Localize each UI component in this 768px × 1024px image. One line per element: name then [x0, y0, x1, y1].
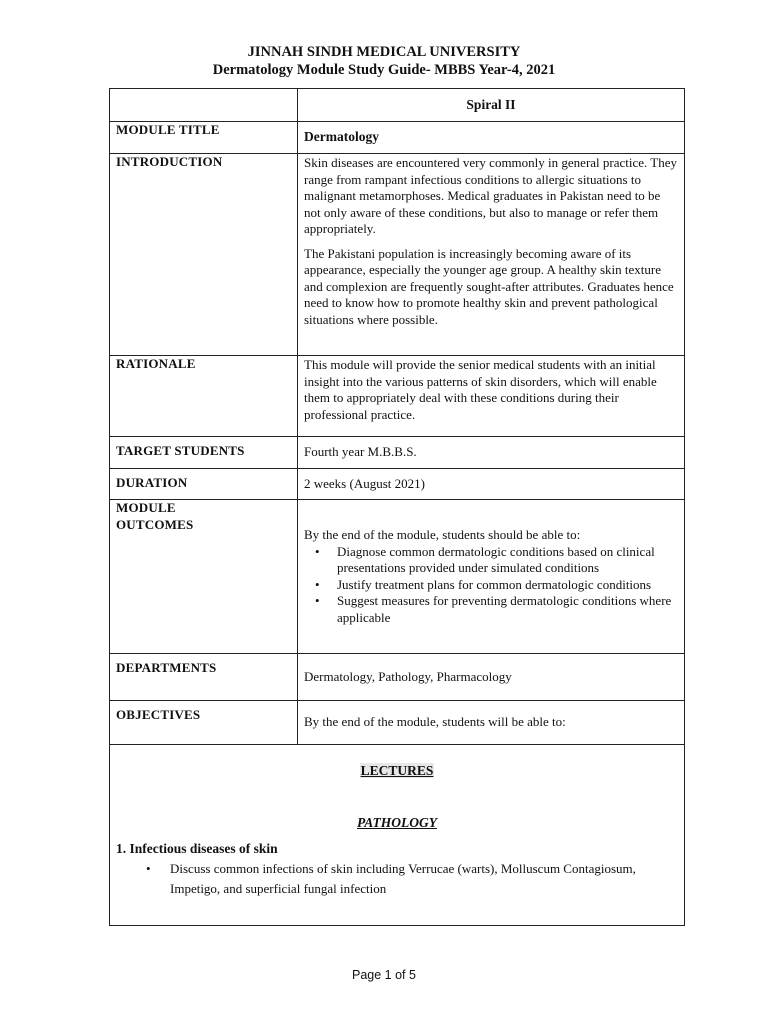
- module-table: [109, 88, 685, 926]
- table-row-module-title: [110, 122, 685, 154]
- table-row-spiral: [110, 89, 685, 122]
- module-outcomes-intro: By the end of the module, students should be able to:: [304, 527, 581, 542]
- module-outcomes-label-line2: OUTCOMES: [116, 516, 194, 532]
- rationale-value: This module will provide the senior medical students with an initial insight into the various patterns of skin disorders, which will enable them to appropriately deal with these conditions during their professional practice.: [298, 356, 685, 437]
- list-item: • Suggest measures for preventing dermatologic conditions where applicable: [337, 593, 678, 626]
- table-row-objectives: [110, 701, 685, 745]
- introduction-paragraph-2: The Pakistani population is increasingly becoming aware of its appearance, especially the younger age group. A healthy skin texture and complexion are frequently sought-after attributes. Graduates hence need to know how to promote healthy skin and prevent pathological situations where possible.: [304, 245, 674, 327]
- departments-value: Dermatology, Pathology, Pharmacology: [298, 654, 685, 701]
- rationale-label: RATIONALE: [110, 356, 298, 437]
- table-row-lectures: [110, 745, 685, 926]
- departments-label: DEPARTMENTS: [110, 654, 298, 701]
- target-students-label: TARGET STUDENTS: [110, 437, 298, 469]
- module-title-label: MODULE TITLE: [110, 122, 298, 154]
- introduction-value: [298, 154, 685, 356]
- lectures-section: [110, 745, 685, 926]
- lectures-heading-text: LECTURES: [360, 763, 434, 778]
- document-header: [0, 43, 768, 79]
- module-title-value: Dermatology: [298, 122, 685, 154]
- section-heading: 1. Infectious diseases of skin: [116, 841, 278, 856]
- table-row-target-students: [110, 437, 685, 469]
- table-row-duration: [110, 469, 685, 500]
- module-outcomes-value: [298, 500, 685, 654]
- study-guide-title: Dermatology Module Study Guide- MBBS Year-4, 2021: [212, 62, 556, 78]
- list-item: • Justify treatment plans for common dermatologic conditions: [337, 577, 678, 594]
- table-row-introduction: [110, 154, 685, 356]
- list-item: • Discuss common infections of skin including Verrucae (warts), Molluscum Contagiosum, Impetigo, and superficial fungal infection: [170, 859, 678, 899]
- empty-cell: [110, 89, 298, 122]
- objectives-label: OBJECTIVES: [110, 701, 298, 745]
- introduction-label: INTRODUCTION: [110, 154, 298, 356]
- target-students-value: Fourth year M.B.B.S.: [298, 437, 685, 469]
- module-outcomes-label-line1: MODULE: [116, 500, 176, 515]
- duration-label: DURATION: [110, 469, 298, 500]
- lecture-list: [116, 859, 678, 899]
- module-outcomes-label: [110, 500, 298, 654]
- objectives-value: By the end of the module, students will be able to:: [298, 701, 685, 745]
- module-outcomes-list: [304, 544, 678, 627]
- pathology-heading: PATHOLOGY: [357, 814, 437, 830]
- page-number: Page 1 of 5: [352, 968, 416, 982]
- introduction-paragraph-1: Skin diseases are encountered very commonly in general practice. They range from rampant infectious conditions to allergic situations to malignant metamorphoses. Medical graduates in Pakistan need to be not only aware of these conditions, but also to manage or refer them appropriately.: [304, 155, 678, 236]
- table-row-rationale: [110, 356, 685, 437]
- lectures-heading: [116, 763, 678, 780]
- spiral-value: Spiral II: [298, 89, 685, 122]
- university-name: JINNAH SINDH MEDICAL UNIVERSITY: [247, 44, 521, 60]
- table-row-departments: [110, 654, 685, 701]
- duration-value: 2 weeks (August 2021): [298, 469, 685, 500]
- table-row-module-outcomes: [110, 500, 685, 654]
- list-item: • Diagnose common dermatologic conditions based on clinical presentations provided under simulated conditions: [337, 544, 678, 577]
